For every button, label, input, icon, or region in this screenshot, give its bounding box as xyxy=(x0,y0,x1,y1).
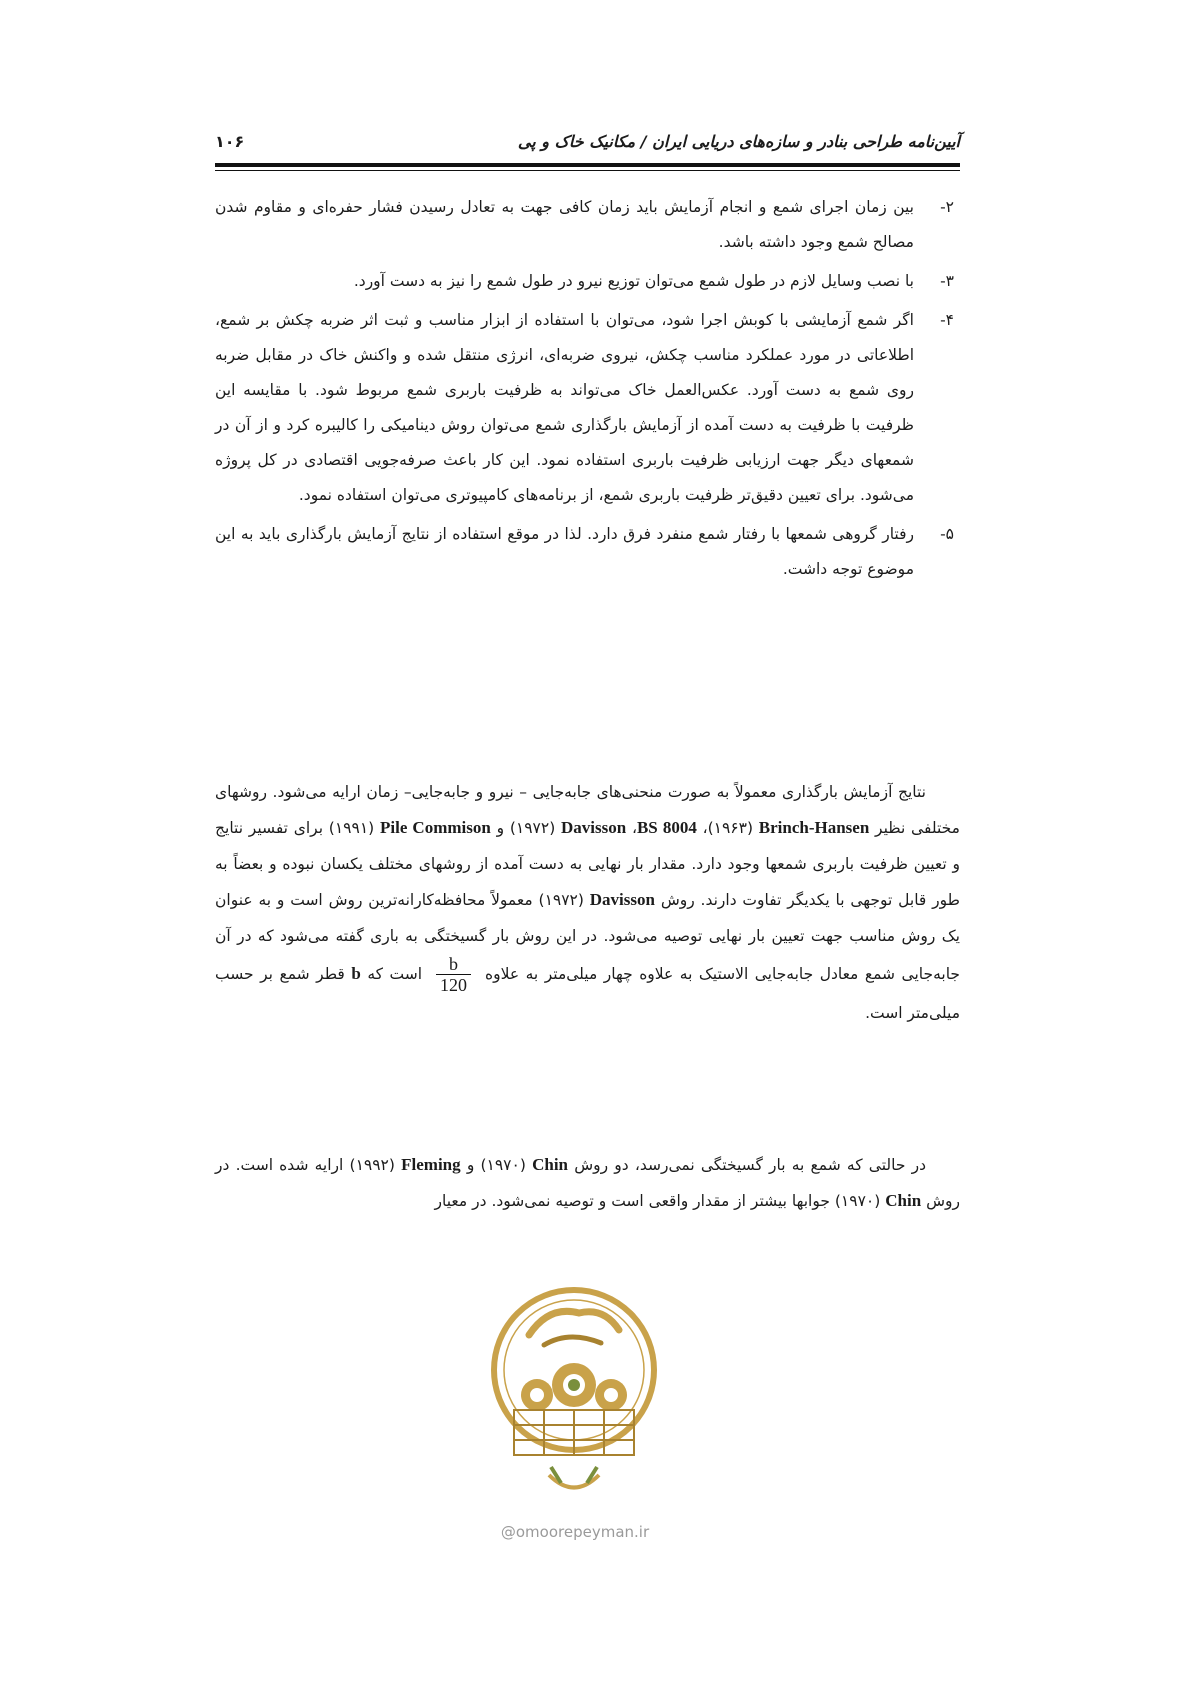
page-number: ۱۰۶ xyxy=(215,132,245,151)
fraction-b-over-120 xyxy=(436,954,471,995)
small-gear-right-icon xyxy=(595,1379,627,1411)
list-item xyxy=(215,190,960,260)
list-item xyxy=(215,517,960,587)
running-header xyxy=(215,132,960,156)
text-run: (۱۹۶۳)، xyxy=(702,819,754,837)
method-name: BS 8004 xyxy=(636,818,697,837)
method-name: Pile Commison xyxy=(379,818,491,837)
website-watermark: @omoorepeyman.ir xyxy=(500,1523,650,1541)
paragraph-chin-fleming xyxy=(215,1147,960,1219)
list-item-text: با نصب وسایل لازم در طول شمع می‌توان توزیع نیرو در طول شمع را نیز به دست آورد. xyxy=(353,272,914,290)
method-name: Fleming xyxy=(401,1155,461,1174)
ribbon-icon xyxy=(549,1467,599,1488)
logo-calligraphy-stroke xyxy=(544,1337,601,1345)
method-name: Brinch-Hansen xyxy=(758,818,870,837)
header-rule-thin xyxy=(215,170,960,171)
text-run: نتایج آزمایش بارگذاری معمولاً به صورت منحنی‌های جابه‌جایی – نیرو و جابه‌جایی– زمان ارایه می‌شود. روشهای مختلفی نظیر xyxy=(215,783,960,837)
list-item-number: ۲- xyxy=(940,198,954,216)
text-run: در حالتی که شمع به بار گسیختگی نمی‌رسد، دو روش xyxy=(574,1156,926,1174)
list-item-number: ۳- xyxy=(940,272,954,290)
numbered-list xyxy=(215,190,960,591)
fraction-numerator: b xyxy=(436,954,471,975)
method-name: Davisson xyxy=(589,890,655,909)
fraction-denominator: 120 xyxy=(440,975,468,995)
logo-calligraphy xyxy=(529,1311,619,1335)
text-run: (۱۹۷۲) معمولاً محافظه‌کارانه‌ترین روش است و به عنوان یک روش مناسب جهت تعیین بار نهایی توصیه می‌شود. در این روش بار گسیختگی به باری گفته می‌شود که در آن جابه‌جایی شمع معادل جابه‌جایی الاستیک به علاوه چهار میلی‌متر به علاوه xyxy=(215,891,960,983)
list-item-number: ۵- xyxy=(940,525,954,543)
variable-b: b xyxy=(351,964,361,983)
text-run: است که xyxy=(367,965,423,983)
header-rule-thick xyxy=(215,163,960,167)
text-run: (۱۹۷۰) و xyxy=(466,1156,526,1174)
text-run: قطر شمع بر حسب میلی‌متر است. xyxy=(215,965,960,1022)
list-item xyxy=(215,303,960,513)
list-item-number: ۴- xyxy=(940,311,954,329)
publisher-logo xyxy=(489,1285,659,1505)
text-run: (۱۹۷۲) و xyxy=(496,819,556,837)
text-run: (۱۹۹۲) ارایه شده است. در روش xyxy=(215,1156,960,1210)
gear-icon xyxy=(552,1363,596,1407)
method-name: Chin xyxy=(532,1155,569,1174)
method-name: Chin xyxy=(885,1191,922,1210)
text-run: ، xyxy=(631,819,637,837)
text-run: (۱۹۹۱) برای تفسیر نتایج و تعیین ظرفیت باربری شمعها وجود دارد. مقدار بار نهایی به دست آمده از روشهای مختلف یکسان نبوده و بعضاً به طور قابل توجهی با یکدیگر تفاوت دارند. روش xyxy=(215,819,961,909)
paragraph-load-test-methods xyxy=(215,774,960,1031)
book-title: آیین‌نامه طراحی بنادر و سازه‌های دریایی ایران / مکانیک خاک و پی xyxy=(517,132,960,151)
list-item xyxy=(215,264,960,299)
method-name: Davisson xyxy=(561,818,627,837)
list-item-text: رفتار گروهی شمعها با رفتار شمع منفرد فرق دارد. لذا در موقع استفاده از نتایج آزمایش بارگذاری باید به این موضوع توجه داشت. xyxy=(215,525,914,578)
list-item-text: اگر شمع آزمایشی با کوبش اجرا شود، می‌توان با استفاده از ابزار مناسب و ثبت اثر ضربه چکش بر شمع، اطلاعاتی در مورد عملکرد مناسب چکش، نیروی ضربه‌ای، انرژی منتقل شده و واکنش خاک در مقابل ضربه روی شمع به دست آورد. عکس‌العمل خاک می‌تواند به ظرفیت باربری شمع مربوط شود. با مقایسه این ظرفیت با ظرفیت به دست آمده از آزمایش بارگذاری شمع می‌توان روش دینامیکی را کالیبره کرد و از آن در شمعهای دیگر جهت ارزیابی ظرفیت باربری استفاده نمود. این کار باعث صرفه‌جویی اقتصادی در کل پروژه می‌شود. برای تعیین دقیق‌تر ظرفیت باربری شمع، از برنامه‌های کامپیوتری می‌توان استفاده نمود. xyxy=(215,311,914,504)
list-item-text: بین زمان اجرای شمع و انجام آزمایش باید زمان کافی جهت به تعادل رسیدن فشار حفره‌ای و مقاوم شدن مصالح شمع وجود داشته باشد. xyxy=(215,198,914,251)
logo-grid xyxy=(514,1410,634,1455)
small-gear-left-icon xyxy=(521,1379,553,1411)
text-run: (۱۹۷۰) جوابها بیشتر از مقدار واقعی است و توصیه نمی‌شود. در معیار xyxy=(434,1192,881,1210)
